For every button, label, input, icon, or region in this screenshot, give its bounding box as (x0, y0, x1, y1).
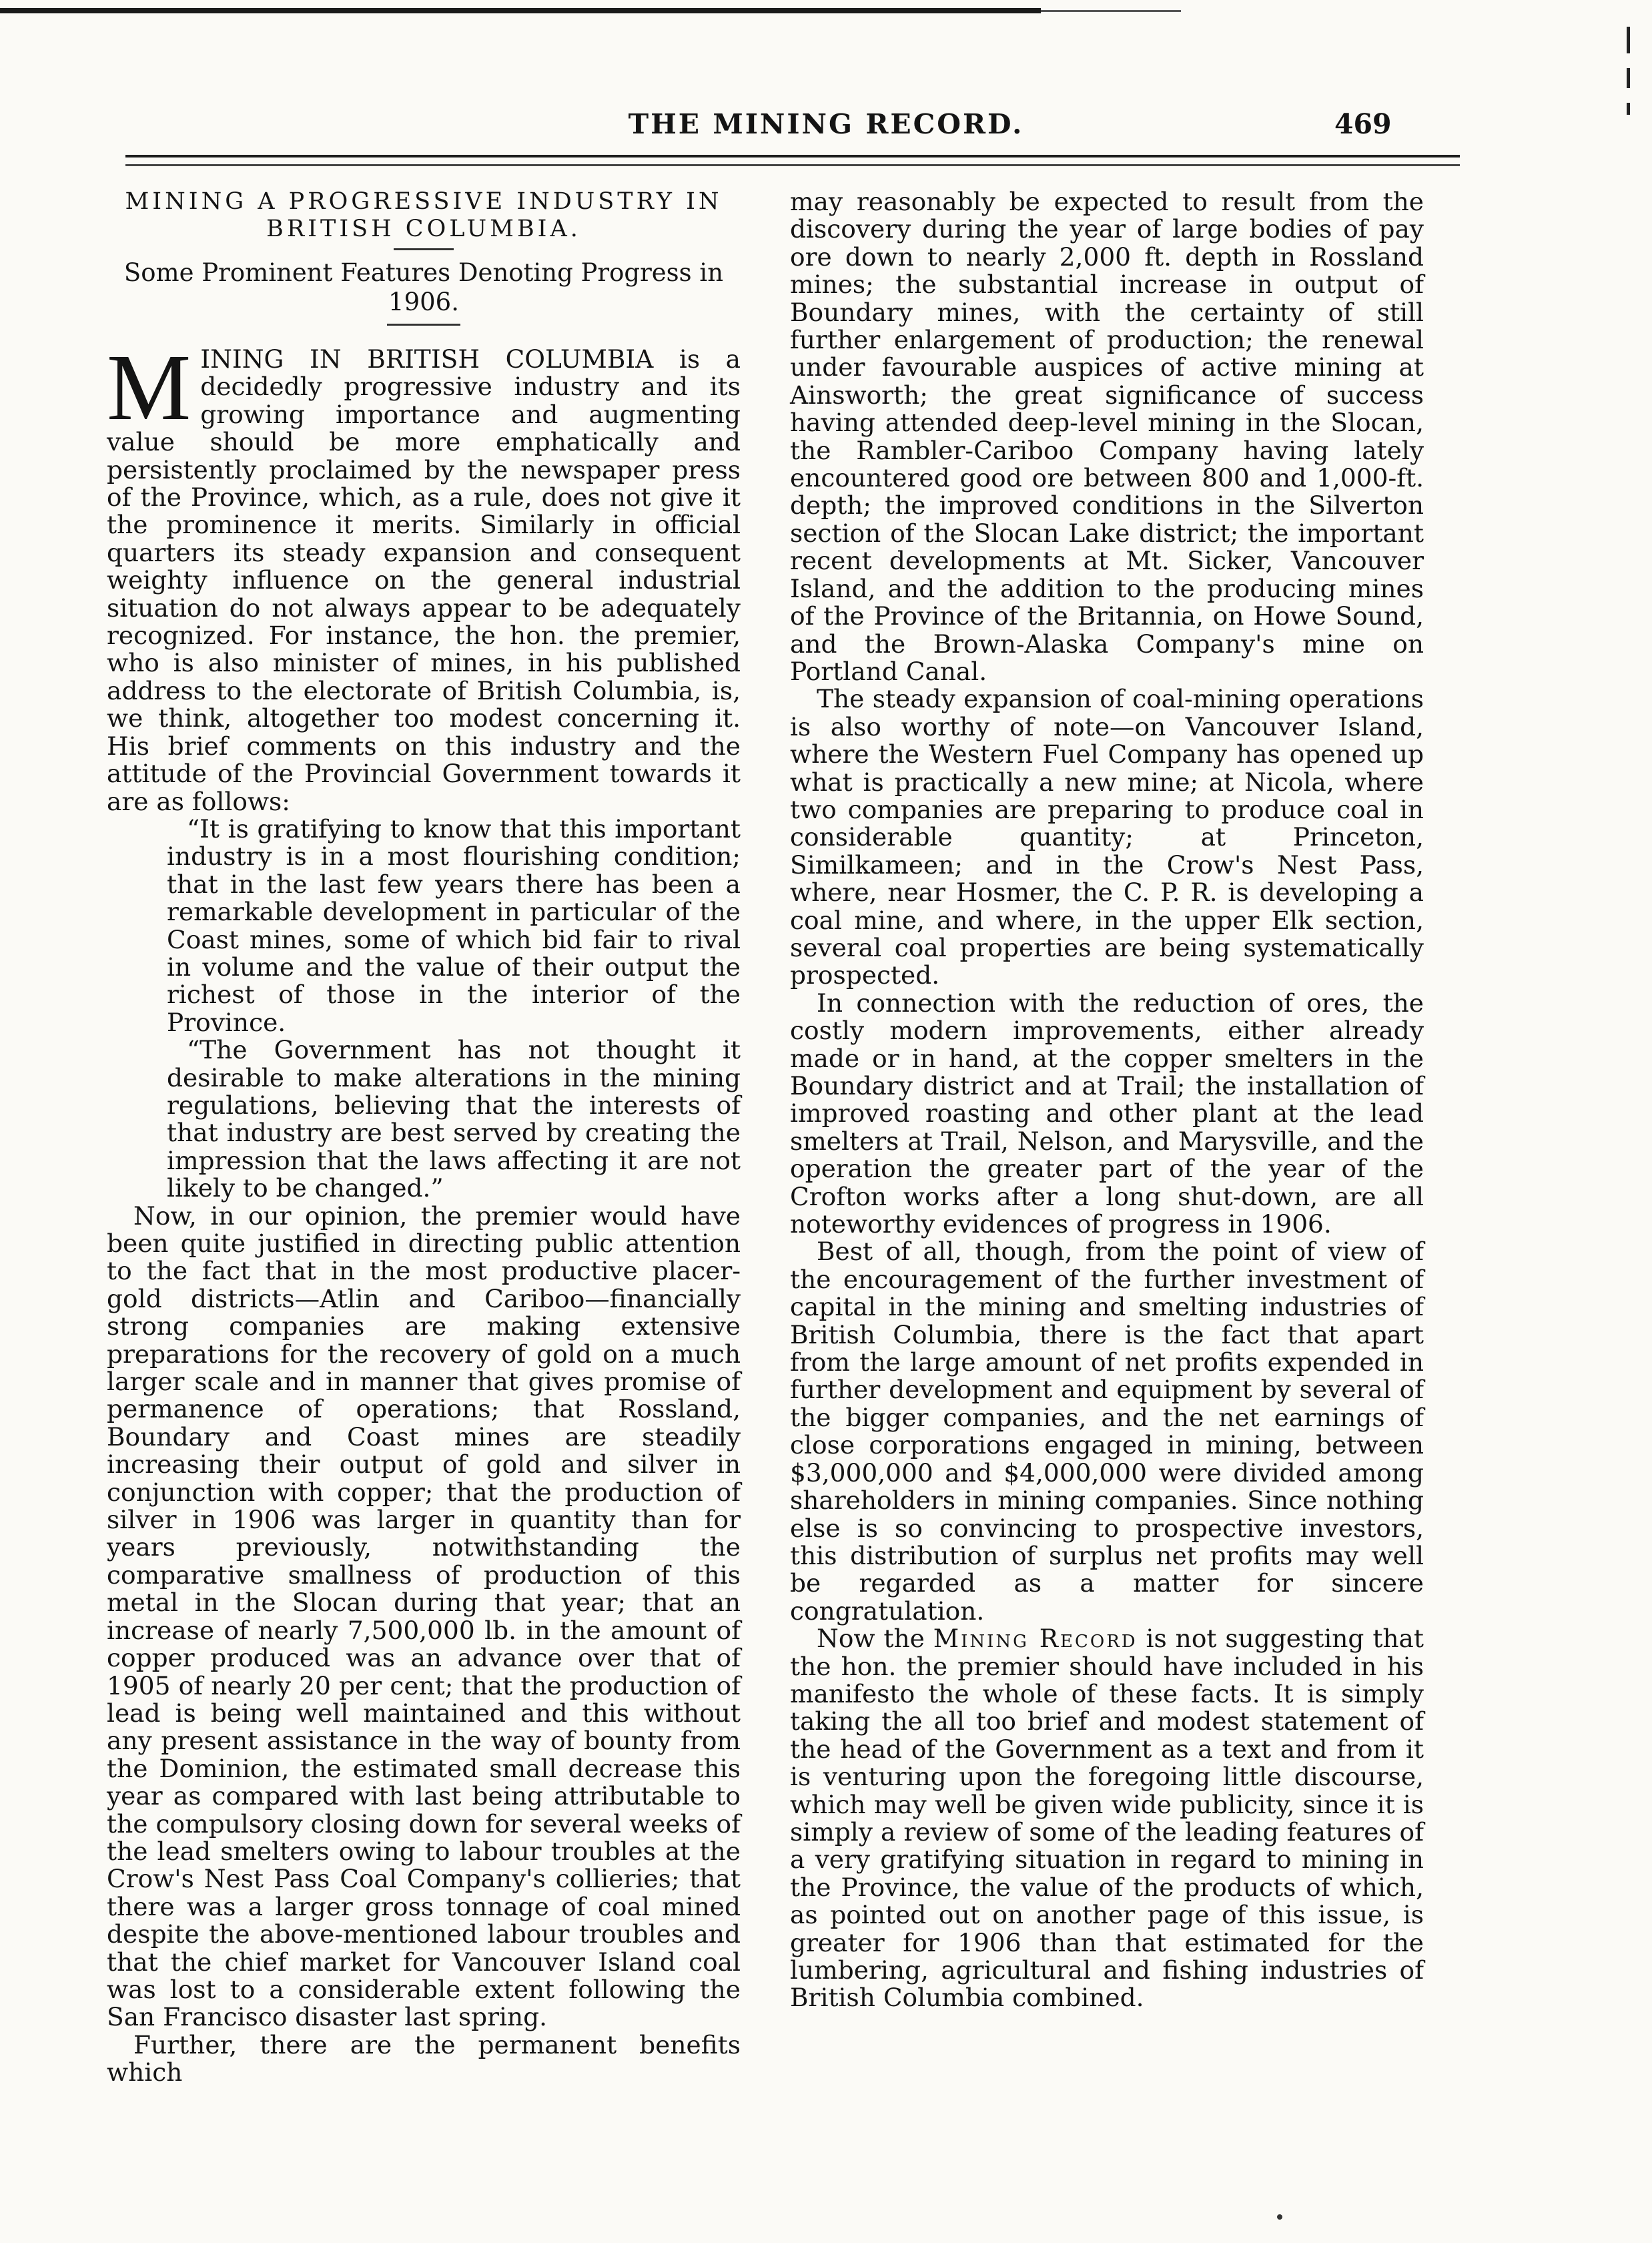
paragraph-final-text: is not suggesting that the hon. the premier should have included in his manifesto the whole of these facts. It is simply taking the all too brief and modest statement of the head of the Government as a text and from it is venturing upon the foregoing little discourse, which may well be given wide publicity, since it is simply a review of some of the leading features of a very gratifying situation in regard to mining in the Province, the value of the products of which, as pointed out on another page of this issue, is greater for 1906 than that estimated for the lumbering, agricultural and fishing industries of British Columbia combined. (790, 1624, 1424, 2013)
paragraph-coal: The steady expansion of coal-mining operations is also worthy of note—on Vancouver Island, where the Western Fuel Company has opened up what is practically a new mine; at Nicola, where two companies are preparing to produce coal in considerable quantity; at Princeton, Similkameen; and in the Crow's Nest Pass, where, near Hosmer, the C. P. R. is developing a coal mine, and where, in the upper Elk section, several coal properties are being systematically prospected. (790, 684, 1424, 990)
page-number: 469 (1334, 108, 1392, 140)
subtitle-divider (387, 324, 460, 326)
quote-paragraph-2: “The Government has not thought it desirable to make alterations in the mining regulations, believing that the interests of that industry are best served by creating the impression that the laws affecting it are not likely to be changed.” (167, 1035, 741, 1203)
lead-paragraph (107, 334, 741, 816)
paragraph-reduction: In connection with the reduction of ores, the costly modern improvements, either already made or in hand, at the copper smelters in the Boundary district and at Trail; the installation of improved roasting and other plant at the lead smelters at Trail, Nelson, and Marysville, and the operation the greater part of the year of the Crofton works after a long shut-down, are all noteworthy evidences of progress in 1906. (790, 988, 1424, 1239)
paragraph-final-start: Now the (817, 1624, 933, 1654)
title-divider (394, 248, 454, 250)
top-border-rule-thin (1041, 10, 1181, 12)
running-header-title: THE MINING RECORD. (628, 108, 1024, 140)
paragraph-further-start: Further, there are the permanent benefits which (107, 2029, 741, 2088)
paragraph-now: Now, in our opinion, the premier would have been quite justified in directing public attention to the fact that in the most productive placer-gold districts—Atlin and Cariboo—financially strong companies are making extensive preparations for the recovery of gold on a much larger scale and in manner that gives promise of permanence of operations; that Rossland, Boundary and Coast mines are steadily increasing their output of gold and silver in conjunction with copper; that the production of silver in 1906 was larger in quantity than for years previously, notwithstanding the comparative smallness of production of this metal in the Slocan during that year; that an increase of nearly 7,500,000 lb. in the amount of copper produced was an advance over that of 1905 of nearly 20 per cent; that the production of lead is being well maintained and this without any present assistance in the way of bounty from the Dominion, the estimated small decrease this year as compared with last being attributable to the compulsory closing down for several weeks of the lead smelters owing to labour troubles at the Crow's Nest Pass Coal Company's collieries; that there was a larger gross tonnage of coal mined despite the above-mentioned labour troubles and that the chief market for Vancouver Island coal was lost to a considerable extent following the San Francisco disaster last spring. (107, 1201, 741, 2032)
right-column (790, 188, 1424, 2012)
paragraph-further-continued: may reasonably be expected to result from the discovery during the year of large bodies of pay ore down to nearly 2,000 ft. depth in Rossland mines; the substantial increase in output of Boundary mines, with the certainty of still further enlargement of production; the renewal under favourable auspices of active mining at Ainsworth; the great significance of success having attended deep-level mining in the Slocan, the Rambler-Cariboo Company having lately encountered good ore between 800 and 1,000-ft. depth; the improved conditions in the Silverton section of the Slocan Lake district; the important recent developments at Mt. Sicker, Vancouver Island, and the addition to the producing mines of the Province of the Britannia, on Howe Sound, and the Brown-Alaska Company's mine on Portland Canal. (790, 187, 1424, 686)
paragraph-best: Best of all, though, from the point of view of the encouragement of the further investment of capital in the mining and smelting industries of British Columbia, there is the fact that apart from the large amount of net profits expended in further development and equipment by several of the bigger companies, and the net earnings of close corporations engaged in mining, between $3,000,000 and $4,000,000 were divided among shareholders in mining companies. Since nothing else is so convincing to prospective investors, this distribution of surplus net profits may well be regarded as a matter for sincere congratulation. (790, 1237, 1424, 1626)
left-column (107, 188, 741, 2087)
top-border-rule (0, 8, 1041, 13)
header-rule (125, 155, 1460, 157)
article-subtitle: Some Prominent Features Denoting Progress in 1906. (123, 258, 724, 316)
lead-paragraph-text: INING IN BRITISH COLUMBIA is a decidedly progressive industry and its growing importance and augmenting value should be more emphatically and persistently proclaimed by the newspaper press of the Province, which, as a rule, does not give it the prominence it merits. Similarly in official quarters its steady expansion and consequent weighty influence on the general industrial situation do not always appear to be adequately recognized. For instance, the hon. the premier, who is also minister of mines, in his published address to the electorate of British Columbia, is, we think, altogether too modest concerning it. His brief comments on this industry and the attitude of the Provincial Government towards it are as follows: (107, 344, 741, 816)
paragraph-final (790, 1625, 1424, 2012)
quote-paragraph-1: “It is gratifying to know that this important industry is in a most flourishing condition; that in the last few years there has been a remarkable development in particular of the Coast mines, some of which bid fair to rival in volume and the value of their output the richest of those in the interior of the Province. (167, 814, 741, 1037)
publication-name: Mining Record (933, 1624, 1138, 1654)
article-title: MINING A PROGRESSIVE INDUSTRY IN BRITISH COLUMBIA. (125, 188, 723, 242)
header-rule-secondary (125, 164, 1460, 166)
drop-cap: M (107, 334, 191, 440)
print-speck (1277, 2214, 1282, 2220)
